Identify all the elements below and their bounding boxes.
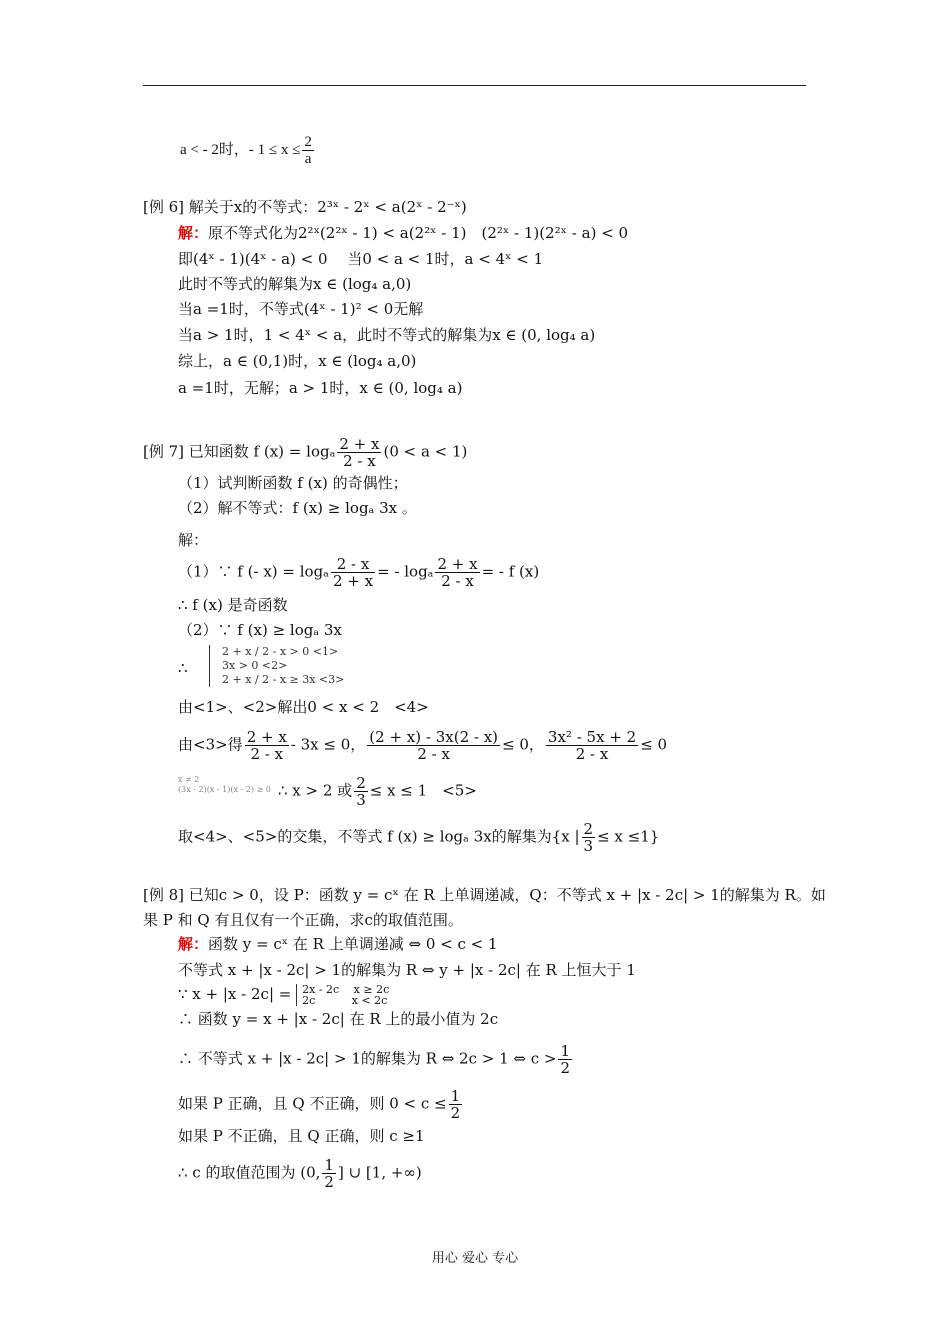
ex6-line-2: 即(4ˣ - 1)(4ˣ - a) < 0 当0 < a < 1时，a < 4ˣ < 1 (178, 250, 544, 268)
ex7-step-6-frac-2: $\frac{(2 + x) - 3x(2 - x)}{2 - x}$ (369, 728, 499, 763)
ex7-system-row-3: 2 + x / 2 - x ≥ 3x <3> (222, 673, 345, 686)
ex7-title-condition: (0 < a < 1) (383, 442, 468, 461)
ex7-step-6-frac-1: $\frac{2 + x}{2 - x}$ (246, 728, 287, 763)
ex7-step-1-frac-1: $\frac{2 - x}{2 + x}$ (332, 555, 374, 590)
ex8-line-5-text: ∴ 不等式 x + |x - 2c| > 1的解集为 R ⇔ 2c > 1 ⇔ c > (178, 1049, 557, 1068)
ex8-line-1-text: 函数 y = cˣ 在 R 上单调递减 ⇔ 0 < c < 1 (208, 935, 498, 953)
ex7-step-6-d: ≤ 0 (640, 735, 668, 754)
carryover-text: a < - 2时，- 1 ≤ x ≤ (180, 141, 301, 158)
ex7-step-1-c: = - f (x) (481, 562, 540, 581)
ex6-line-6: 综上，a ∈ (0,1)时，x ∈ (log₄ a,0) (178, 352, 417, 370)
ex6-line-3: 此时不等式的解集为x ∈ (log₄ a,0) (178, 275, 412, 293)
ex7-step-2: ∴ f (x) 是奇函数 (178, 596, 288, 614)
ex8-line-3-text: ∵ x + |x - 2c| = (178, 985, 292, 1003)
ex6-line-4: 当a =1时，不等式(4ˣ - 1)² < 0无解 (178, 300, 424, 318)
ex8-line-8-frac: $\frac{1}{2}$ (324, 1156, 334, 1191)
ex8-line-8-b: ] ∪ [1, +∞) (337, 1163, 422, 1182)
ex8-piecewise-case-1: 2x - 2c x ≥ 2c (302, 983, 390, 996)
ex7-question-1: （1）试判断函数 f (x) 的奇偶性； (178, 474, 408, 492)
ex8-line-5 (178, 1043, 574, 1076)
ex6-title: [例 6] 解关于x的不等式：2³ˣ - 2ˣ < a(2ˣ - 2⁻ˣ) (143, 198, 467, 216)
ex7-step-8 (178, 821, 659, 854)
ex7-therefore: ∴ (178, 659, 188, 677)
ex6-line-1 (178, 223, 628, 243)
ex8-line-3 (178, 984, 389, 1006)
ex7-step-6-b: - 3x ≤ 0， (290, 735, 366, 754)
ex7-system-row-2: 3x > 0 <2> (222, 659, 288, 672)
ex8-line-4: ∴ 函数 y = x + |x - 2c| 在 R 上的最小值为 2c (178, 1010, 499, 1028)
ex7-step-1-b: = - logₐ (377, 562, 434, 581)
ex7-step-3: （2）∵ f (x) ≥ logₐ 3x (178, 621, 342, 639)
ex7-step-1-frac-2: $\frac{2 + x}{2 - x}$ (437, 555, 478, 590)
ex8-title-line-1: [例 8] 已知c > 0，设 P：函数 y = cˣ 在 R 上单调递减，Q：不等式 x + |x - 2c| > 1的解集为 R。如 (143, 886, 826, 904)
page-footer: 用心 爱心 专心 (431, 1251, 519, 1266)
ex7-step-7-a: ∴ x > 2 或 (278, 781, 353, 800)
ex8-piecewise-case-2: 2c x < 2c (302, 994, 388, 1007)
ex7-step-6-frac-3: $\frac{\text{3x² - 5x + 2}}{2 - x}$ (547, 728, 637, 763)
ex7-title (143, 436, 467, 469)
ex8-line-2: 不等式 x + |x - 2c| > 1的解集为 R ⇔ y + |x - 2c| 在 R 上恒大于 1 (178, 961, 636, 979)
ex8-line-6-frac: $\frac{1}{2}$ (450, 1087, 461, 1122)
ex7-title-text: [例 7] 已知函数 f (x) = logₐ (143, 442, 336, 461)
ex7-step-6-c: ≤ 0， (502, 735, 544, 754)
carryover-fraction: $\frac{2}{a}$ (304, 134, 312, 167)
ex7-title-fraction: $\frac{2 + x}{2 - x}$ (339, 435, 380, 470)
ex8-line-7: 如果 P 不正确，且 Q 正确，则 c ≥1 (178, 1127, 425, 1145)
ex6-line-7: a =1时，无解；a > 1时，x ∈ (0, log₄ a) (178, 379, 463, 397)
ex8-title-line-2: 果 P 和 Q 有且仅有一个正确，求c的取值范围。 (143, 911, 463, 929)
ex6-solution-label: 解： (178, 224, 209, 242)
ex7-step-8-frac: $\frac{2}{3}$ (583, 820, 594, 855)
ex7-question-2: （2）解不等式：f (x) ≥ logₐ 3x 。 (178, 499, 417, 517)
ex8-line-6 (178, 1088, 464, 1121)
ex6-line-1-text: 原不等式化为2²ˣ(2²ˣ - 1) < a(2²ˣ - 1) (2²ˣ - 1)(2²ˣ - a) < 0 (208, 224, 629, 242)
ex7-system-brace (209, 645, 214, 687)
ex8-line-6-text: 如果 P 正确，且 Q 不正确，则 0 < c ≤ (178, 1094, 447, 1113)
carryover-line (180, 134, 316, 167)
header-rule (143, 85, 806, 86)
ex7-small-system-1: x ≠ 2 (178, 775, 200, 784)
ex7-step-1 (178, 556, 539, 589)
ex7-step-6 (178, 729, 667, 762)
ex6-line-5: 当a > 1时，1 < 4ˣ < a，此时不等式的解集为x ∈ (0, log₄ a) (178, 326, 596, 344)
ex8-line-1 (178, 934, 498, 954)
ex7-small-system-2: (3x - 2)(x - 1)(x - 2) ≥ 0 (178, 785, 271, 794)
ex8-solution-label: 解： (178, 935, 209, 953)
ex8-piecewise (296, 984, 389, 1006)
ex7-step-8-b: ≤ x ≤1} (597, 827, 660, 846)
ex8-line-8-a: ∴ c 的取值范围为 (0, (178, 1163, 321, 1182)
ex7-step-7-b: ≤ x ≤ 1 <5> (369, 781, 477, 800)
ex7-step-1-a: （1）∵ f (- x) = logₐ (178, 562, 329, 581)
ex7-step-5: 由<1>、<2>解出0 < x < 2 <4> (178, 698, 429, 716)
ex7-step-8-a: 取<4>、<5>的交集，不等式 f (x) ≥ logₐ 3x的解集为{x | (178, 827, 580, 846)
ex7-step-7-frac: $\frac{2}{3}$ (356, 774, 366, 809)
ex7-solution-label: 解： (178, 531, 209, 549)
ex7-system-row-1: 2 + x / 2 - x > 0 <1> (222, 645, 339, 658)
ex7-step-7 (278, 775, 477, 808)
ex7-small-system (178, 775, 271, 795)
ex7-step-6-a: 由<3>得 (178, 735, 243, 754)
ex8-line-8 (178, 1157, 422, 1190)
ex8-line-5-frac: $\frac{1}{2}$ (560, 1042, 571, 1077)
